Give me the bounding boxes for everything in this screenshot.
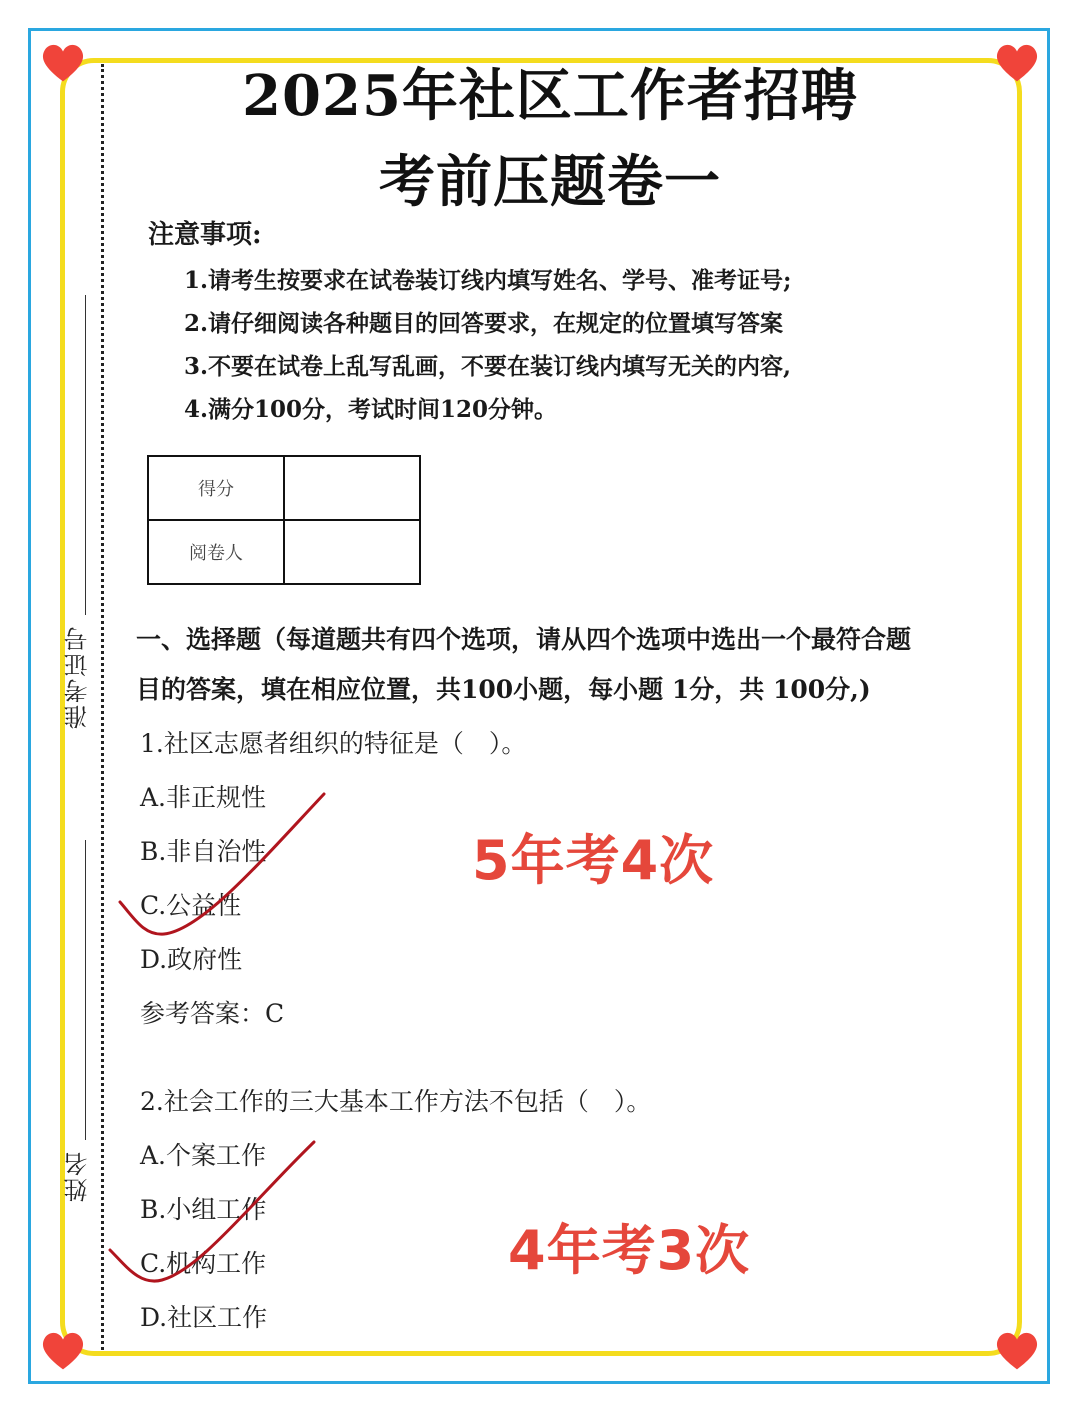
heart-icon <box>40 40 86 86</box>
option-d: D.政府性 <box>140 945 243 974</box>
question-stem: 2.社会工作的三大基本工作方法不包括（ ）。 <box>140 1087 652 1116</box>
grader-cell[interactable] <box>284 520 420 584</box>
question-stem: 1.社区志愿者组织的特征是（ ）。 <box>140 729 527 758</box>
grader-label: 阅卷人 <box>148 520 284 584</box>
name-label: 姓名 <box>64 1150 92 1202</box>
score-cell[interactable] <box>284 456 420 520</box>
section-heading: 一、选择题（每道题共有四个选项，请从四个选项中选出一个最符合题 <box>136 625 912 654</box>
option-d: D.社区工作 <box>140 1303 268 1332</box>
check-mark-icon <box>104 1140 324 1290</box>
frequency-stamp: 4年考3次 <box>508 1219 751 1282</box>
section-heading-cont: 目的答案，填在相应位置，共100小题，每小题 1分，共 100分,) <box>136 675 871 704</box>
option-c: C.机构工作 <box>140 1249 267 1278</box>
page-title: 2025年社区工作者招聘 <box>242 63 858 129</box>
option-a: A.个案工作 <box>140 1141 267 1170</box>
notice-item: 4.满分100分，考试时间120分钟。 <box>184 396 558 423</box>
score-label: 得分 <box>148 456 284 520</box>
page-subtitle: 考前压题卷一 <box>379 149 721 215</box>
heart-icon <box>994 40 1040 86</box>
option-c: C.公益性 <box>140 891 242 920</box>
notice-item: 2.请仔细阅读各种题目的回答要求，在规定的位置填写答案 <box>184 310 784 337</box>
frequency-stamp: 5年考4次 <box>472 829 715 892</box>
check-mark-icon <box>112 790 332 940</box>
name-rule <box>85 840 86 1140</box>
notice-heading: 注意事项: <box>148 220 262 250</box>
option-b: B.非自治性 <box>140 837 267 866</box>
notice-item: 3.不要在试卷上乱写乱画，不要在装订线内填写无关的内容, <box>184 353 792 380</box>
option-b: B.小组工作 <box>140 1195 267 1224</box>
option-a: A.非正规性 <box>140 783 267 812</box>
heart-icon <box>994 1328 1040 1374</box>
ticket-number-rule <box>85 295 86 615</box>
notice-item: 1.请考生按要求在试卷装订线内填写姓名、学号、准考证号; <box>184 267 792 294</box>
score-table <box>147 455 421 585</box>
reference-answer: 参考答案：C <box>140 999 285 1028</box>
heart-icon <box>40 1328 86 1374</box>
ticket-number-label: 准考证号 <box>64 625 92 729</box>
